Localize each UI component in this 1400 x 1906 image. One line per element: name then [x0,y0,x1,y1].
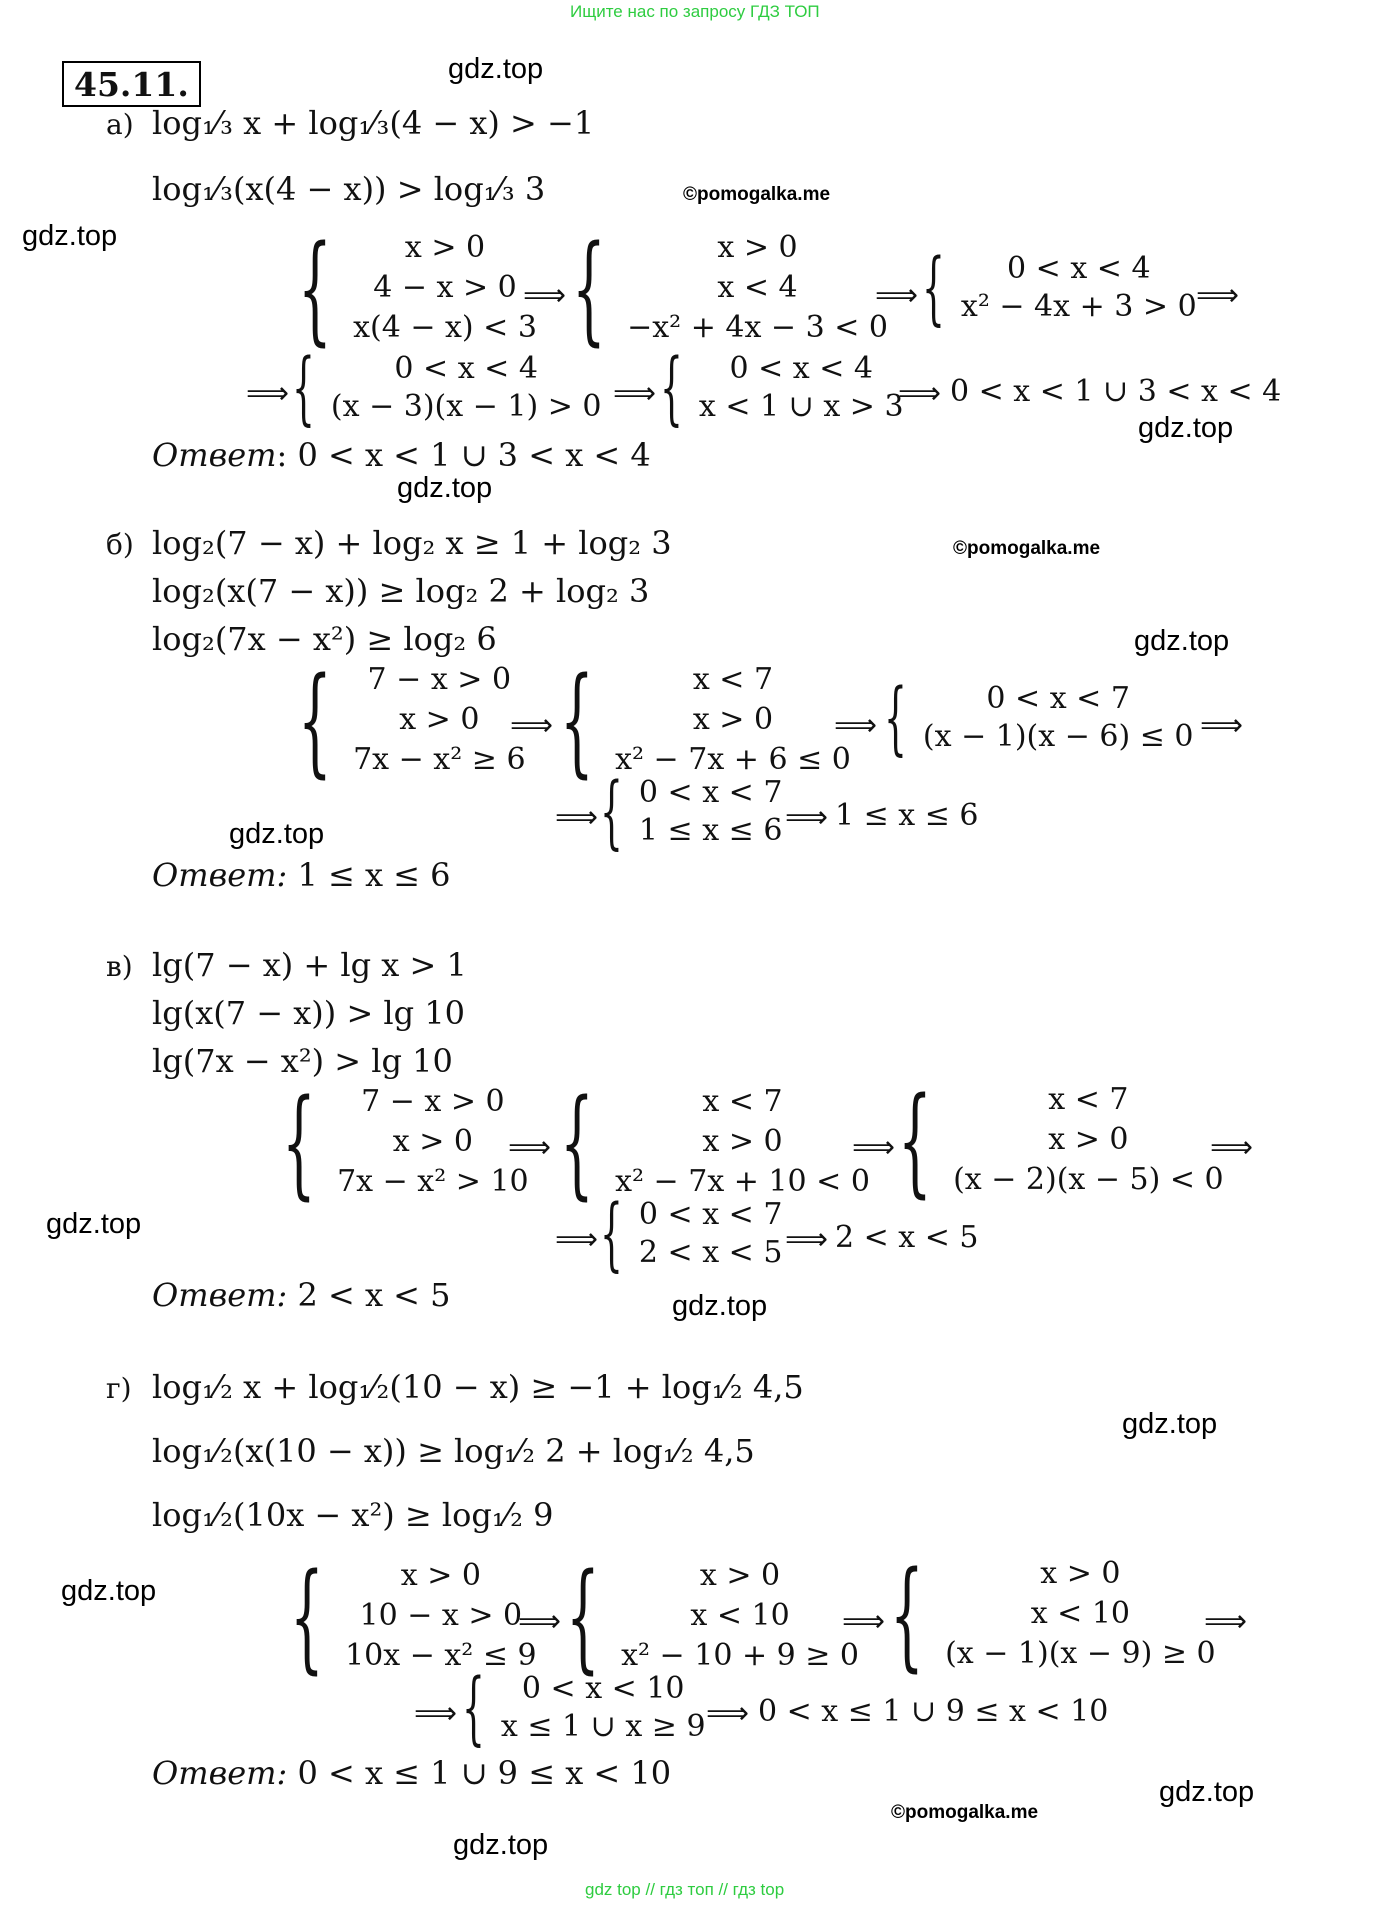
implies-arrow-icon: ⟹ [1196,278,1240,313]
part-b-line-2: log₂(x(7 − x)) ≥ log₂ 2 + log₂ 3 [152,572,650,610]
part-v-line-1: lg(7 − x) + lg x > 1 [152,946,467,984]
part-b-line-1: log₂(7 − x) + log₂ x ≥ 1 + log₂ 3 [152,524,672,562]
part-a-system-4 [292,341,602,434]
part-b-answer [152,856,451,894]
brace-icon: { [572,219,606,357]
system-row: 10x − x² ≤ 9 [345,1638,537,1673]
system-row: x > 0 [702,1124,783,1159]
system-row: 0 < x < 7 [638,775,783,810]
implies-arrow-icon: ⟹ [246,376,290,411]
site-banner: Ищите нас по запросу ГДЗ ТОП [570,2,820,21]
implies-arrow-icon: ⟹ [510,708,554,743]
system-row: 0 < x < 4 [394,351,538,386]
system-row: 7 − x > 0 [367,662,512,697]
part-v-answer [152,1276,451,1314]
system-row: x² − 7x + 6 ≤ 0 [615,742,851,777]
part-a-result: 0 < x < 1 ∪ 3 < x < 4 [950,374,1282,409]
brace-icon: { [560,1073,594,1211]
brace-icon: { [600,765,623,858]
implies-arrow-icon: ⟹ [785,1222,829,1257]
system-row: x > 0 [400,1558,481,1593]
part-a-line-2: log₁⁄₃(x(4 − x)) > log₁⁄₃ 3 [152,170,546,208]
part-v-line-3: lg(7x − x²) > lg 10 [152,1042,453,1080]
system-row: 2 < x < 5 [638,1235,783,1270]
system-row: 4 − x > 0 [373,270,517,305]
watermark-gdz: gdz.top [1138,412,1234,444]
part-a-answer [152,436,651,474]
implies-arrow-icon: ⟹ [518,1604,562,1639]
brace-icon: { [600,1187,623,1280]
part-b-system-4 [600,765,783,858]
part-g-label: г) [106,1372,132,1405]
part-v-system-2 [560,1073,870,1211]
footer-links: gdz top // гдз топ // гдз top [585,1880,785,1899]
implies-arrow-icon: ⟹ [785,800,829,835]
system-row: x < 10 [1030,1596,1130,1631]
part-b-system-1 [298,651,526,789]
part-g-system-1 [290,1547,537,1685]
watermark-gdz: gdz.top [453,1829,549,1861]
part-a-system-3 [922,241,1197,334]
system-row: x > 0 [399,702,480,737]
watermark-gdz: gdz.top [46,1208,142,1240]
system-row: x ≤ 1 ∪ x ≥ 9 [500,1709,706,1744]
system-row: (x − 3)(x − 1) > 0 [330,389,602,424]
part-b-system-3 [884,671,1194,764]
brace-icon: { [282,1073,316,1211]
part-a-system-5 [660,341,904,434]
system-row: x > 0 [1048,1122,1129,1157]
watermark-copyright: ©pomogalka.me [953,538,1101,559]
system-row: x² − 4x + 3 > 0 [960,289,1197,324]
system-row: x < 7 [702,1084,783,1119]
watermark-copyright: ©pomogalka.me [891,1802,1039,1823]
implies-arrow-icon: ⟹ [875,278,919,313]
answer-value: 0 < x ≤ 1 ∪ 9 ≤ x < 10 [287,1754,672,1792]
system-row: (x − 2)(x − 5) < 0 [953,1162,1224,1197]
implies-arrow-icon: ⟹ [1200,708,1244,743]
brace-icon: { [292,341,315,434]
system-row: x² − 7x + 10 < 0 [615,1164,870,1199]
watermark-gdz: gdz.top [397,472,493,504]
system-row: 7x − x² > 10 [337,1164,529,1199]
answer-value: 1 ≤ x ≤ 6 [287,856,451,894]
part-v-label: в) [106,950,133,983]
brace-icon: { [298,219,332,357]
brace-icon: { [566,1547,600,1685]
watermark-gdz: gdz.top [448,53,544,85]
system-row: 0 < x < 7 [986,681,1130,716]
part-g-line-3: log₁⁄₂(10x − x²) ≥ log₁⁄₂ 9 [152,1496,554,1534]
system-row: (x − 1)(x − 9) ≥ 0 [945,1636,1216,1671]
system-row: 0 < x < 4 [1007,251,1151,286]
system-row: (x − 1)(x − 6) ≤ 0 [922,719,1194,754]
system-row: 0 < x < 10 [521,1671,685,1706]
part-g-result: 0 < x ≤ 1 ∪ 9 ≤ x < 10 [758,1694,1109,1729]
watermark-gdz: gdz.top [61,1575,157,1607]
system-row: −x² + 4x − 3 < 0 [627,310,888,345]
implies-arrow-icon: ⟹ [1210,1130,1254,1165]
implies-arrow-icon: ⟹ [523,278,567,313]
system-row: x < 1 ∪ x > 3 [698,389,904,424]
system-row: x > 0 [404,230,486,265]
answer-word: Ответ: [152,856,288,894]
implies-arrow-icon: ⟹ [414,1696,458,1731]
part-v-result: 2 < x < 5 [835,1220,979,1255]
implies-arrow-icon: ⟹ [852,1130,896,1165]
brace-icon: { [922,241,945,334]
part-a-line-1: log₁⁄₃ x + log₁⁄₃(4 − x) > −1 [152,104,595,142]
watermark-gdz: gdz.top [672,1290,768,1322]
part-b-system-2 [560,651,851,789]
watermark-gdz: gdz.top [1134,625,1230,657]
part-v-system-4 [600,1187,783,1280]
system-row: 0 < x < 4 [729,351,873,386]
implies-arrow-icon: ⟹ [555,800,599,835]
watermark-copyright: ©pomogalka.me [683,184,831,205]
brace-icon: { [884,671,907,764]
implies-arrow-icon: ⟹ [898,376,942,411]
system-row: 0 < x < 7 [638,1197,783,1232]
part-a-label: а) [106,108,134,141]
system-row: x² − 10 + 9 ≥ 0 [621,1638,859,1673]
part-g-system-2 [566,1547,859,1685]
brace-icon: { [898,1071,932,1209]
brace-icon: { [298,651,332,789]
part-a-system-1 [298,219,537,357]
answer-word: Ответ [152,436,277,474]
brace-icon: { [560,651,594,789]
system-row: x(4 − x) < 3 [353,310,537,345]
system-row: x < 4 [717,270,798,305]
system-row: 7 − x > 0 [361,1084,505,1119]
system-row: 7x − x² ≥ 6 [353,742,526,777]
implies-arrow-icon: ⟹ [1204,1604,1248,1639]
system-row: 10 − x > 0 [359,1598,523,1633]
watermark-gdz: gdz.top [229,818,325,850]
system-row: x < 7 [692,662,774,697]
watermark-gdz: gdz.top [1122,1408,1218,1440]
exercise-number: 45.11. [62,61,201,107]
implies-arrow-icon: ⟹ [842,1604,886,1639]
part-v-system-3 [898,1071,1224,1209]
part-v-system-1 [282,1073,529,1211]
system-row: x < 10 [690,1598,790,1633]
implies-arrow-icon: ⟹ [834,708,878,743]
brace-icon: { [290,1547,324,1685]
system-row: x < 7 [1048,1082,1129,1117]
answer-word: Ответ: [152,1754,288,1792]
brace-icon: { [462,1661,485,1754]
answer-value: : 0 < x < 1 ∪ 3 < x < 4 [276,436,651,474]
system-row: x > 0 [692,702,774,737]
implies-arrow-icon: ⟹ [613,376,657,411]
system-row: x > 0 [717,230,798,265]
system-row: x > 0 [699,1558,781,1593]
watermark-gdz: gdz.top [22,220,118,252]
implies-arrow-icon: ⟹ [555,1222,599,1257]
part-a-system-2 [572,219,888,357]
brace-icon: { [890,1545,924,1683]
part-g-system-4 [462,1661,706,1754]
watermark-gdz: gdz.top [1159,1776,1255,1808]
part-g-answer [152,1754,671,1792]
system-row: x > 0 [1040,1556,1121,1591]
part-b-line-3: log₂(7x − x²) ≥ log₂ 6 [152,620,497,658]
system-row: x > 0 [392,1124,473,1159]
part-g-line-1: log₁⁄₂ x + log₁⁄₂(10 − x) ≥ −1 + log₁⁄₂ 4,5 [152,1368,804,1406]
part-v-line-2: lg(x(7 − x)) > lg 10 [152,994,466,1032]
implies-arrow-icon: ⟹ [508,1130,552,1165]
brace-icon: { [660,341,683,434]
answer-value: 2 < x < 5 [287,1276,451,1314]
part-g-system-3 [890,1545,1216,1683]
part-b-result: 1 ≤ x ≤ 6 [835,798,979,833]
part-g-line-2: log₁⁄₂(x(10 − x)) ≥ log₁⁄₂ 2 + log₁⁄₂ 4,5 [152,1432,755,1470]
part-b-label: б) [106,528,134,561]
answer-word: Ответ: [152,1276,288,1314]
system-row: 1 ≤ x ≤ 6 [638,813,783,848]
implies-arrow-icon: ⟹ [706,1696,750,1731]
